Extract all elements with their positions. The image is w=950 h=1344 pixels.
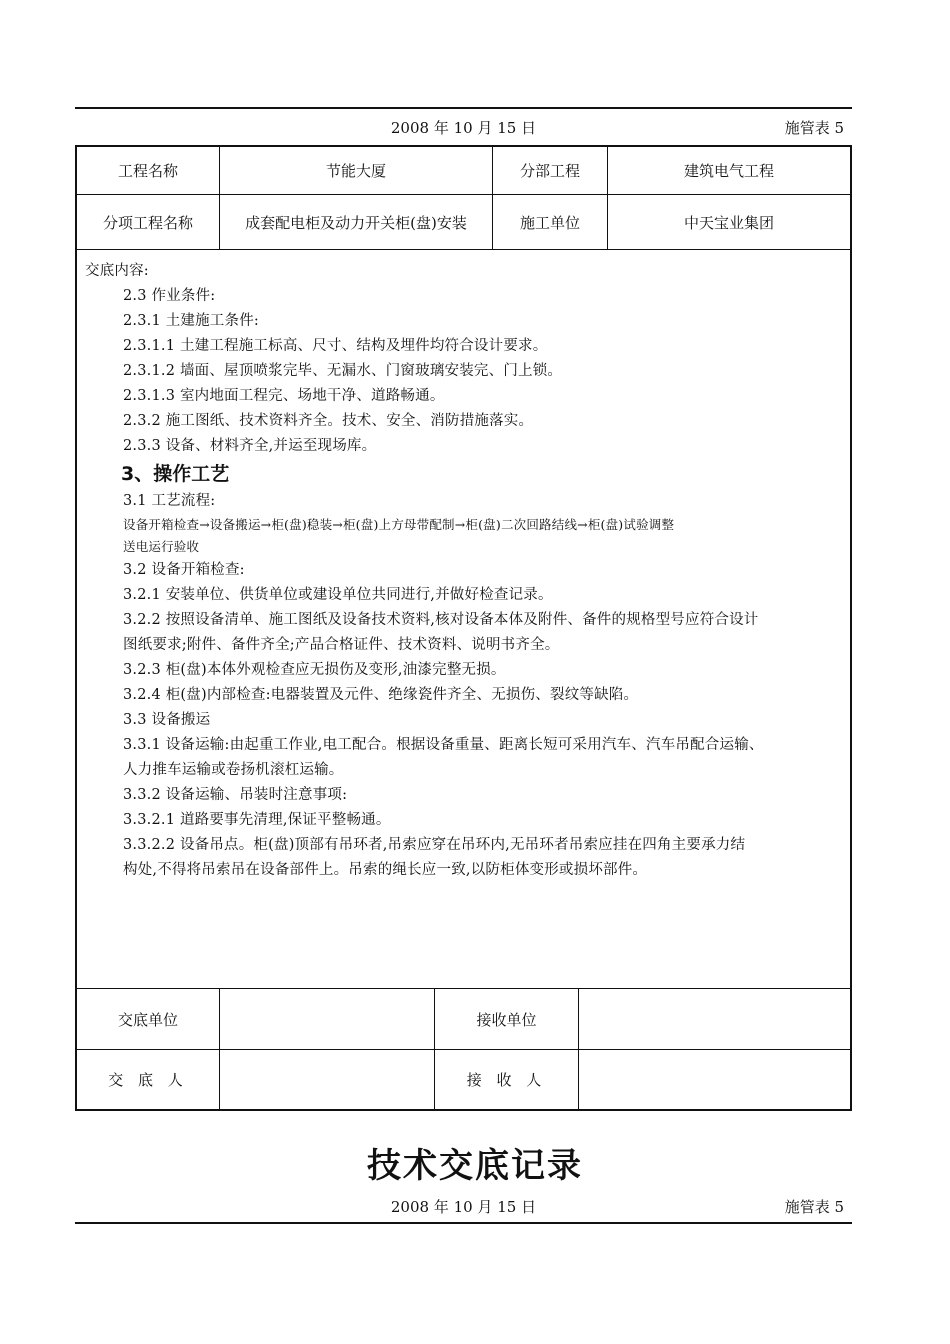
row-divider [77, 249, 850, 250]
discloser-value[interactable] [220, 1050, 434, 1109]
content-line: 3.1 工艺流程: [123, 493, 216, 509]
content-line: 2.3 作业条件: [123, 288, 216, 304]
top-header [75, 117, 852, 139]
content-line: 3.2.4 柜(盘)内部检查:电器装置及元件、绝缘瓷件齐全、无损伤、裂纹等缺陷。 [123, 687, 639, 703]
receiver-label: 接 收 人 [466, 1071, 547, 1089]
content-line: 3.3.1 设备运输:由起重工作业,电工配合。根据设备重量、距离长短可采用汽车、汽车吊配合运输、 [123, 737, 764, 753]
discloser-label: 交 底 人 [108, 1071, 188, 1089]
contractor-label: 施工单位 [519, 213, 580, 232]
division-value: 建筑电气工程 [683, 162, 774, 180]
next-page-header [75, 1196, 852, 1218]
header-form-number: 施管表 5 [784, 119, 844, 137]
next-header-form-number: 施管表 5 [784, 1198, 844, 1216]
receiving-unit-value[interactable] [579, 989, 850, 1049]
disclosure-content [85, 259, 845, 883]
disclosing-unit-label: 交底单位 [117, 1010, 178, 1029]
content-line: 3.3 设备搬运 [123, 712, 211, 728]
disclosure-table [75, 145, 852, 1111]
content-label: 交底内容: [85, 263, 149, 279]
receiving-unit-label: 接收单位 [476, 1010, 537, 1029]
content-line: 3.2.1 安装单位、供货单位或建设单位共同进行,并做好检查记录。 [123, 587, 553, 603]
subitem-name-label: 分项工程名称 [102, 213, 193, 232]
content-line: 2.3.3 设备、材料齐全,并运至现场库。 [123, 438, 377, 454]
content-line: 图纸要求;附件、备件齐全;产品合格证件、技术资料、说明书齐全。 [123, 637, 560, 653]
disclosing-unit-value[interactable] [220, 989, 434, 1049]
division-label: 分部工程 [519, 162, 580, 180]
receiver-value[interactable] [579, 1050, 850, 1109]
page-title: 技术交底记录 [367, 1146, 583, 1186]
contractor-value: 中天宝业集团 [683, 213, 774, 232]
content-line: 人力推车运输或卷扬机滚杠运输。 [123, 762, 344, 778]
content-line: 2.3.1 土建施工条件: [123, 313, 259, 329]
process-flow-line: 送电运行验收 [123, 539, 200, 554]
content-line: 3.2.2 按照设备清单、施工图纸及设备技术资料,核对设备本体及附件、备件的规格型号应符合设计 [123, 612, 759, 628]
content-line: 构处,不得将吊索吊在设备部件上。吊索的绳长应一致,以防柜体变形或损坏部件。 [123, 862, 648, 878]
header-date: 2008 年 10 月 15 日 [390, 119, 537, 137]
content-line: 3.2 设备开箱检查: [123, 562, 245, 578]
content-line: 3.3.2.2 设备吊点。柜(盘)顶部有吊环者,吊索应穿在吊环内,无吊环者吊索应挂在四角主要承力结 [123, 837, 746, 853]
content-line: 3.2.3 柜(盘)本体外观检查应无损伤及变形,油漆完整无损。 [123, 662, 506, 678]
content-line: 3.3.2.1 道路要事先清理,保证平整畅通。 [123, 812, 391, 828]
content-line: 3.3.2 设备运输、吊装时注意事项: [123, 787, 348, 803]
bottom-rule [75, 1222, 852, 1224]
process-flow-line: 设备开箱检查→设备搬运→柜(盘)稳装→柜(盘)上方母带配制→柜(盘)二次回路结线→柜(盘)试验调整 [123, 517, 675, 532]
content-line: 2.3.1.3 室内地面工程完、场地干净、道路畅通。 [123, 388, 445, 404]
content-line: 2.3.1.2 墙面、屋顶喷浆完毕、无漏水、门窗玻璃安装完、门上锁。 [123, 363, 563, 379]
section-heading: 3、操作工艺 [121, 463, 230, 485]
project-name-value: 节能大厦 [325, 162, 386, 180]
content-line: 2.3.1.1 土建工程施工标高、尺寸、结构及埋件均符合设计要求。 [123, 338, 548, 354]
subitem-name-value: 成套配电柜及动力开关柜(盘)安装 [245, 213, 467, 232]
content-line: 2.3.2 施工图纸、技术资料齐全。技术、安全、消防措施落实。 [123, 413, 534, 429]
top-rule [75, 107, 852, 109]
project-name-label: 工程名称 [117, 162, 178, 180]
next-header-date: 2008 年 10 月 15 日 [390, 1198, 537, 1216]
